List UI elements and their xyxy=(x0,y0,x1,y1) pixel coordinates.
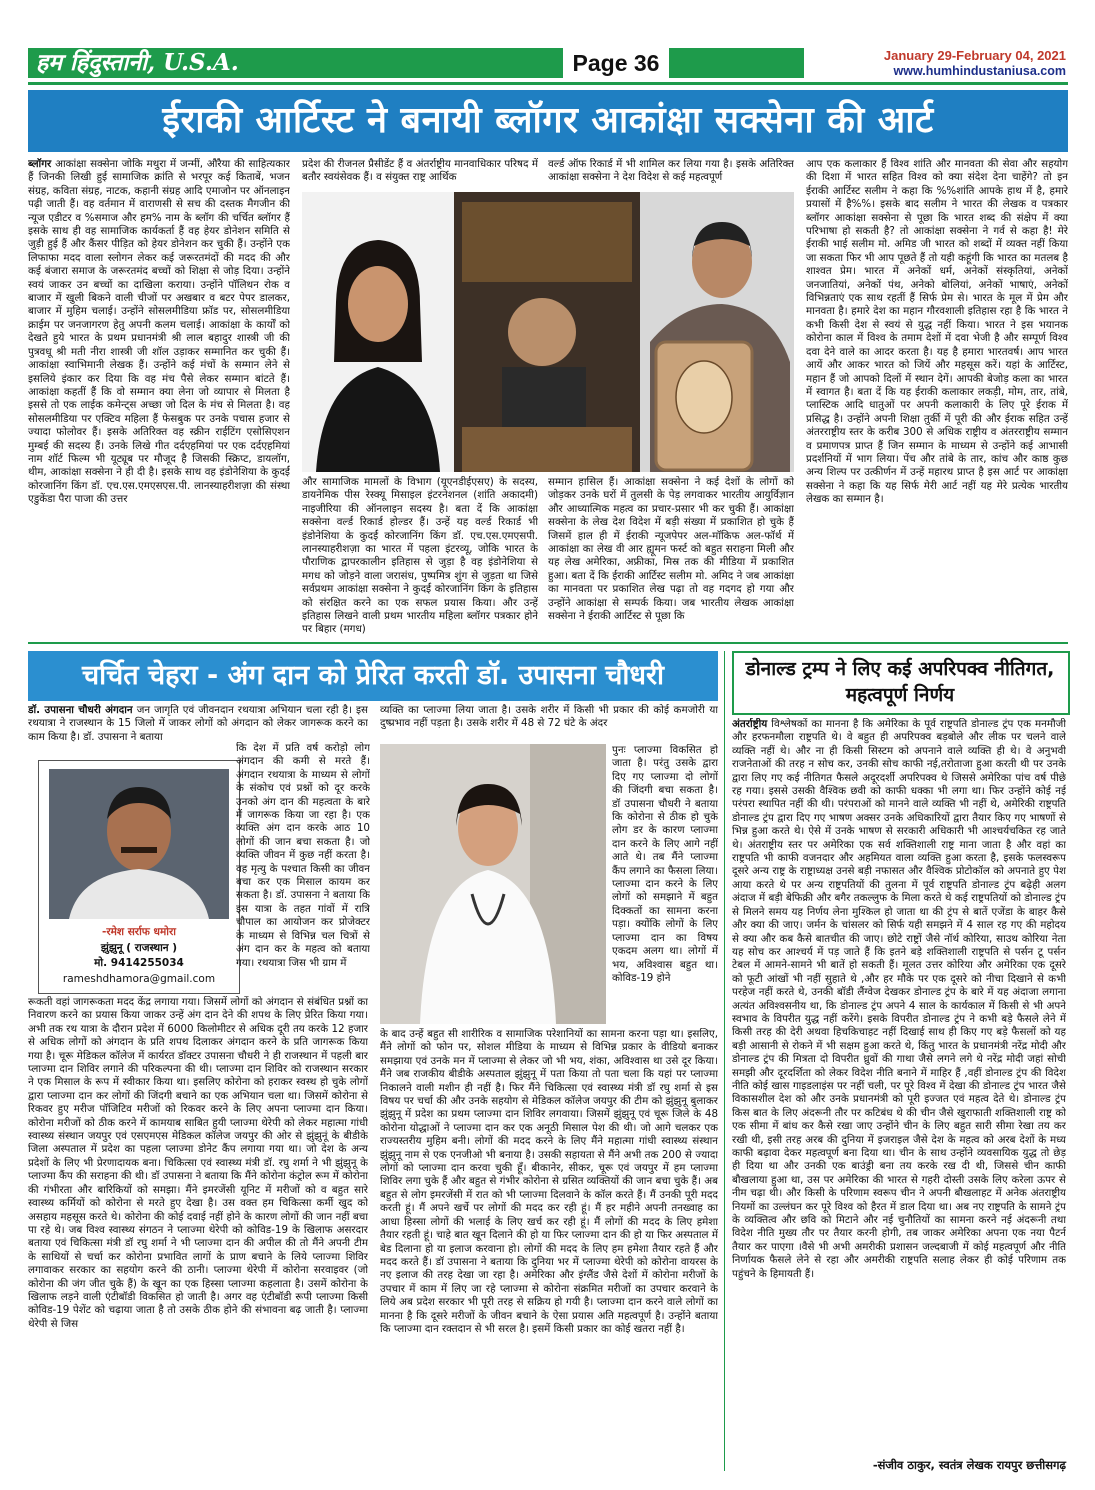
story3-signoff: -संजीव ठाकुर, स्वतंत्र लेखक रायपुर छत्तीसगढ़ xyxy=(872,1458,1066,1472)
website-url: www.humhindustaniusa.com xyxy=(893,64,1066,78)
story3-text: विश्लेषकों का मानना है कि अमेरिका के पूर्व राष्ट्रपति डोनाल्ड ट्रंप एक मनमौजी और हरफनमौला राष्ट्रपति थे। वे बहुत ही अपरिपक्व बड़बोले और लीक पर चलने वाले व्यक्ति नहीं थे। और ना ही किसी सिस्टम को अपनाने वाले व्यक्ति ही थे। वे अनुभवी राजनेताओं की तरह न सोच कर, उनकी सोच काफी नई,तरोताजा हुआ करती थी पर उनके द्वारा लिए गए कई नीतिगत फैसले अदूरदर्शी अपरिपक्व थे जिससे अमेरिका पांच वर्ष पीछे रह गया। इससे उसकी वैश्विक छवी को काफी धक्का भी लगा था। फिर उन्होंने कोई नई परंपरा स्थापित नहीं की थी। परंपराओं को मानने वाले व्यक्ति भी नहीं थे, अमेरिकी राष्ट्रपति डोनाल्ड ट्रंप द्वारा दिए गए भाषण अक्सर उनके अधिकारियों द्वारा तैयार किए गए भाषणों से भिन्न हुआ करते थे। ऐसे में उनके भाषण से सरकारी अधिकारी भी आश्चर्यचकित रह जाते थे। अंतराष्ट्रीय स्तर पर अमेरिका एक सर्व शक्तिशाली राष्ट्र माना जाता है और वहां का राष्ट्रपति भी काफी वजनदार और अहमियत वाला व्यक्ति हुआ करता है, इसके फलस्वरूप दूसरे अन्य राष्ट्र के राष्ट्राध्यक्ष उनसे बड़ी नफासत और वैश्विक प्रोटोकॉल को अपनाते हुए पेश आया करते थे पर अन्य राष्ट्रपतियों की तुलना में पूर्व राष्ट्रपति डोनाल्ड ट्रंप बढ़ेही अलग अंदाज में बड़ी बेफिक्री और बगैर तकल्लुफ के मिला करते थे कई राष्ट्रपतियों को डोनाल्ड ट्रंप से मिलने समय यह निर्णय लेना मुश्किल हो जाता था की ट्रंप से बातें एजेंडा के बाहर कैसे और क्या की जाए। जर्मन के चांसलर को सिर्फ यही समझने में 4 साल रह गए की महोदय से क्या और कब कैसे बातचीत की जाए। छोटे राष्ट्रों जैसे नॉर्थ कोरिया, साउथ कोरिया नेता यह सोच कर आश्चर्य में पड़ जाते हैं कि इतने बड़े शक्तिशाली राष्ट्रपति से पर्सन टू पर्सन टेबल में आमने-सामने भी बातें हो सकती हैं। मूलत उत्तर कोरिया और अमेरिका एक दूसरे को फूटी आंखों भी नहीं सुहाते थे ,और हर मौके पर एक दूसरे को नीचा दिखाने से कभी परहेज नहीं करते थे, उनकी बॉडी लैंग्वेज देखकर डोनाल्ड ट्रंप के बारे में यह अंदाजा लगाना अत्यंत अविश्वसनीय था, कि डोनाल्ड ट्रंप अपने 4 साल के कार्यकाल में किसी से भी अपने स्वभाव के विपरीत युद्ध नहीं करेंगे। इसके विपरीत डोनाल्ड ट्रंप ने कभी बड़े फैसले लेने में किसी तरह की देरी अथवा हिचकिचाहट नहीं दिखाई साथ ही किए गए बड़े फैसलों को यह बड़ी आसानी से रोकने में भी सक्षम हुआ करते थे, किंतु भारत के प्रधानमंत्री नरेंद्र मोदी और डोनाल्ड ट्रंप की मित्रता दो विपरीत ध्रुवों की गाथा जैसे लगने लगे थे नरेंद्र मोदी जहां सोची समझी और दूरदर्शिता को लेकर विदेश नीति बनाने में माहिर हैं ,वहीं डोनाल्ड ट्रंप की विदेश नीति कोई खास गाइडलाइंस पर नहीं चली, पर पूरे विश्व में देखा की डोनाल्ड ट्रंप भारत जैसे विकासशील देश को और उनके प्रधानमंत्री को पूरी इज्जत एवं महत्व देते थे। डोनाल्ड ट्रंप किस बात के लिए अंदरूनी तौर पर कटिबंध थे की चीन जैसे खुराफाती शक्तिशाली राष्ट्र को एक सीमा में बांध कर कैसे रखा जाए उन्होंने चीन के लिए बहुत सारी सीमा रेखा तय कर रखी थी, इसी तरह अरब की दुनिया में इजराइल जैसे देश के महत्व को अरब देशों के मध्य काफी बढ़ावा देकर महत्वपूर्ण बना दिया था। चीन के साथ उन्होंने व्यवसायिक युद्ध तो छेड़ ही दिया था और उनकी एक बाउंड्री बना तय करके रख दी थी, जिससे चीन काफी बौखलाया हुआ था, उस पर अमेरिका की भारत से गहरी दोस्ती उसके लिए करेला ऊपर से नीम चढ़ा थी। और किसी के परिणाम स्वरूप चीन ने अपनी बौखलाहट में अनेक अंतराष्ट्रीय नियमों का उल्लंघन कर पूरे विश्व को हैरत में डाल दिया था। अब नए राष्ट्रपति के सामने ट्रंप के व्यक्तित्व और छवि को मिटाने और नई चुनौतियों का सामना करने नई अंदरूनी तथा विदेश नीति मुख्य तौर पर तैयार करनी होगी, तब जाकर अमेरिका अपना एक नया पैटर्न तैयार कर पाएगा ।वैसे भी अभी अमरीकी प्रशासन जल्दबाजी में कोई महत्वपूर्ण और नीति निर्णायक फैसले लेने से रहा और अमरीकी राष्ट्रपति सलाह लेकर ही कोई परिणाम तक पहुंचने के हिमायती हैं। xyxy=(732,718,1066,1280)
story1-column-3-top: वर्ल्ड ऑफ रिकार्ड में भी शामिल कर लिया गया है। इसके अतिरिक्त आकांक्षा सक्सेना ने देश विदेश से कई महत्वपूर्ण xyxy=(548,158,794,184)
author-card xyxy=(38,760,240,994)
story2-headline: चर्चित चेहरा - अंग दान को प्रेरित करती डॉ. उपासना चौधरी xyxy=(28,651,718,701)
author-email: rameshdhamora@gmail.com xyxy=(62,973,216,985)
masthead-rule xyxy=(28,82,1068,85)
author-place: झुंझुनू ( राजस्थान ) xyxy=(100,942,178,954)
story2-col2-side: पुनः प्लाज्मा विकसित हो जाता है। परंतु उसके द्वारा दिए गए प्लाज्मा दो लोगों की जिंदगी बचा सकता है। डॉ उपासना चौधरी ने बताया कि कोरोना से ठीक हो चुके लोग डर के कारण प्लाज्मा दान करने के लिए आगे नहीं आते थे। तब मैंने प्लाज्मा कैंप लगाने का फैसला लिया। प्लाज्मा दान करने के लिए लोगों को समझाने में बहुत दिक्कतों का सामना करना पड़ा। क्योंकि लोगों के लिए प्लाज्मा दान का विषय एकदम अलग था। लोगों में भय, अविश्वास बहुत था। कोविड-19 होने xyxy=(612,744,718,984)
column-rule xyxy=(724,651,725,1471)
story1-column-2-bottom: और सामाजिक मामलों के विभाग (यूएनडीईएसए) के सदस्य, डायनेमिक पीस रेस्क्यू मिसाइल इंटरनेशनल (शांति अकादमी) नाइजीरिया की ऑनलाइन सदस्य है। बता दें कि आकांक्षा सक्सेना वर्ल्ड रिकार्ड होल्डर हैं। उन्हें यह वर्ल्ड रिकार्ड भी इंडोनेशिया के कुदर्ई कोरजानिंग किंग डॉ. एच.एस.एमएसपी. लानस्याहरीशज़ा का भारत में पहला इंटरव्यू, जोकि भारत के पौराणिक द्वापरकालीन इतिहास से जुड़ा है वह इंडोनेशिया से मगध को जोड़ने वाला जरासंध, पुष्पमित्र शुंग से जुड़ता था जिसे सर्वप्रथम आकांक्षा सक्सेना ने कुदर्ई कोरजानिंग किंग के इतिहास को संरक्षित करने का एक सफल प्रयास किया। और उन्हें इतिहास लिखने वाली प्रथम भारतीय महिला ब्लॉगर पत्रकार होने पर बिहार (मगध) xyxy=(302,476,538,636)
section-divider xyxy=(28,642,1068,644)
page-number: Page 36 xyxy=(572,50,660,76)
story1-headline: ईराकी आर्टिस्ट ने बनायी ब्लॉगर आकांक्षा सक्सेना की आर्ट xyxy=(28,90,1068,152)
author-photo-svg xyxy=(49,769,229,919)
issue-date: January 29-February 04, 2021 xyxy=(883,48,1066,63)
doctor-photo-svg xyxy=(380,744,606,1024)
author-photo xyxy=(49,769,229,919)
story1-col1-text: आकांक्षा सक्सेना जोकि मथुरा में जन्मीं, औरैया की साहित्यकार हैं जिनकी लिखी हुई सामाजिक क्रांति से भरपूर कई किताबें, भजन संग्रह, कविता संग्रह, नाटक, कहानी संग्रह आदि एमाजोन पर ऑनलाइन पढ़ी जाती हैं। वह वर्तमान में वाराणसी से सच की दस्तक मैगजीन की न्यूज एडीटर व %समाज और हम% नाम के ब्लॉग की चर्चित ब्लॉगर हैं इसके साथ ही वह सामाजिक कार्यकर्ता हैं वह हेयर डोनेशन समिति से जुड़ी हुई हैं और कैंसर पीड़ित को हेयर डोनेशन कर चुकी हैं। उन्होंने एक लिफाफा मदद वाला स्लोगन लेकर कई जरूरतमंदों की मदद की और कई बंजारा समाज के जरूरतमंद बच्चों को शिक्षा से जोड़ दिया। उन्होंने स्वयं जाकर उन बच्चों का दाखिला कराया। उन्होंने पॉलिथन रोक व बाजार में खुली बिकने वाली चीजों पर अखबार व बटर पेपर डालकर, बाजार में मुहिम चलाई। उन्होंने सोसलमीडिया फ्रॉड पर, सोसलमीडिया क्राईम पर जनजागरण हेतु अपनी कलम चलाई। आकांक्षा के कार्यों को देखते हुये भारत के प्रथम प्रधानमंत्री श्री लाल बहादुर शास्त्री जी की पुत्रवधू श्री मती नीरा शास्त्री जी शॉल उड़ाकर सम्मानित कर चुकी हैं। आकांक्षा स्वाभिमानी लेखक हैं। उन्होंने कई मंचों के सम्मान लेने से इसलिये इंकार कर दिया कि वह मंच पैसे लेकर सम्मान बांटते हैं। आकांक्षा कहतीं हैं कि वो सम्मान क्या लेना जो व्यापार से मिलता है इससे तो एक लाईक कमेन्ट्स अच्छा जो दिल के मंच से मिलता है। वह सोसलमीडिया पर एक्टिव महिला हैं फेसबुक पर उनके पचास हजार से ज्यादा फोलोवर हैं। इसके अतिरिक्त वह स्क्रीन राईटिंग एसोसिएशन मुम्बई की सदस्य हैं। उनके लिखे गीत दर्दएहमियां पर एक दर्दएहमियां नाम शॉर्ट फिल्म भी यूट्यूब पर मौजूद है जिसकी स्क्रिप्ट, डायलॉग, थीम, आकांक्षा सक्सेना ने ही दी है। इसके साथ वह इंडोनेशिया के कुदर्ई कोरजानिंग किंग डॉ. एच.एस.एमएसएस.पी. लानस्याहरीशज़ा की संस्था एडुकेंडा पैरा पाजा की उत्तर xyxy=(28,158,290,506)
story3-headline: डोनाल्ड ट्रम्प ने लिए कई अपरिपक्व नीतिगत, महत्वपूर्ण निर्णय xyxy=(745,658,1055,706)
masthead-bar-right xyxy=(669,48,804,78)
story1-lead: ब्लॉगर xyxy=(28,158,52,170)
story3-lead: अंतर्राष्ट्रीय xyxy=(732,718,768,730)
masthead-brand: हम हिंदुस्तानी, U.S.A. xyxy=(36,49,239,76)
story2-col1-top-text: जन जागृति एवं जीवनदान रथयात्रा अभियान चला रही है। इस रथयात्रा ने राजस्थान के 15 जिलो में जाकर लोगों को अंगदान को लेकर जागरूक करने का काम किया है। डॉ. उपासना ने बताया xyxy=(28,704,368,743)
story2-col2-top: व्यक्ति का प्लाज्मा लिया जाता है। उसके शरीर में किसी भी प्रकार की कोई कमजोरी या दुष्प्रभाव नहीं पड़ता है। उसके शरीर में 48 से 72 घंटे के अंदर xyxy=(380,704,718,730)
story1-photo-collage xyxy=(302,192,794,472)
story2-col1-bottom: रूकती वहां जागरूकता मदद केंद्र लगाया गया। जिसमें लोगों को अंगदान से संबंधित प्रश्नों का निवारण करने का प्रयास किया जाकर उन्हें अंग दान देने की शपथ के लिए प्रेरित किया गया। अभी तक रथ यात्रा के दौरान प्रदेश में 6000 किलोमीटर से अधिक दूरी तय करके 12 हजार से अधिक लोगों को अंगदान के प्रति शपथ दिलाकर अंगदान करने के प्रति जागरूक किया गया है। चूरू मेडिकल कॉलेज में कार्यरत डॉक्टर उपासना चौधरी ने ही राजस्थान में पहली बार प्लाज्मा दान शिविर लगाने की परिकल्पना की थी। प्लाज्मा दान शिविर को राजस्थान सरकार ने एक मिसाल के रूप में स्वीकार किया था। इसलिए कोरोना को हराकर स्वस्थ हो चुके लोगों द्वारा प्लाज्मा दान कर लोगों की जिंदगी बचाने का एक अभियान चला था। जिसमें कोरोना से रिकवर हुए मरीज पॉजिटिव मरीजों को रिकवर करने के लिए अपना प्लाज्मा दान किया। कोरोना मरीजों को ठीक करने में कामयाब साबित हुयी प्लाज्मा थेरेपी को लेकर महात्मा गांधी स्वास्थ्य संस्थान जयपुर एवं एसएमएस मेडिकल कॉलेज जयपुर की ओर से झुंझुनूं के बीडीके जिला अस्पताल में प्रदेश का पहला प्लाज्मा डोनेट कैंप लगाया गया था। जो देश के अन्य प्रदेशों के लिए भी प्रेरणादायक बना। चिकित्सा एवं स्वास्थ्य मंत्री डॉ. रघु शर्मा ने भी झुंझुनू के प्लाज्मा कैंप की सराहना की थी। डॉ उपासना ने बताया कि मैंने कोरोना कंट्रोल रूम में कोरोना की गंभीरता और बारिकियों को समझा। मैंने इमरजेंसी यूनिट में मरीजों को व बहुत सारे स्वास्थ्य कर्मियों को कोरोना से मरते हुए देखा है। उस वक्त हम चिकित्सा कर्मी खुद को असहाय महसूस करते थे। कोरोना की कोई दवाई नहीं होने के कारण लोगों की जान नहीं बचा पा रहे थे। जब विश्व स्वास्थ्य संगठन ने प्लाज्मा थेरेपी को कोविड-19 के खिलाफ असरदार बताया एवं चिकित्सा मंत्री डॉ रघु शर्मा ने भी प्लाज्मा दान की अपील की तो मैंने अपनी टीम के साथियों से चर्चा कर कोरोना प्रभावित लागों के प्राण बचाने के लिये प्लाज्मा शिविर लगावाकर सरकार का सहयोग करने की ठानी। प्लाज्मा थेरेपी में कोरोना सरवाइवर (जो कोरोना की जंग जीत चुके हैं) के खून का एक हिस्सा प्लाज्मा कहलाता है। उसमें कोरोना के खिलाफ लड़ने वाली एंटीबॉडी विकसित हो जाती है। अगर वह एंटीबॉडी रूपी प्लाज्मा किसी कोविड-19 पेशेंट को चढ़ाया जाता है तो उसके ठीक होने की संभावना बढ़ जाती है। प्लाज्मा थेरेपी से जिस xyxy=(28,996,368,1330)
story1-column-4: आप एक कलाकार हैं विश्व शांति और मानवता की सेवा और सहयोग की दिशा में भारत सहित विश्व को क्या संदेश देना चाहेंगे? तो इन ईराकी आर्टिस्ट सलीम ने कहा कि %%शांति आपके हाथ में है, हमारे प्रयासों में है%%। इसके बाद सलीम ने भारत की लेखक व पत्रकार ब्लॉगर आकांक्षा सक्सेना से पूछा कि भारत शब्द की संक्षेप में क्या परिभाषा हो सकती है? तो आकांक्षा सक्सेना ने गर्व से कहा है! मेरे ईराकी भाई सलीम मो. अमिड जी भारत को शब्दों में व्यक्त नहीं किया जा सकता फिर भी आप पूछते हैं तो यही कहूंगी कि भारत का मतलब है शाश्वत प्रेम। भारत में अनेकों धर्म, अनेकों संस्कृतियां, अनेकों जनजातियां, अनेकों पंथ, अनेको बोलियां, अनेकों भाषाएं, अनेकों विभिन्नताएं एक साथ रहतीं हैं सिर्फ प्रेम से। भारत के मूल में प्रेम और मानवता है। हमारे देश का महान गौरवशाली इतिहास रहा है कि भारत ने कभी किसी देश से स्वयं से युद्ध नहीं किया। भारत ने इस भयानक कोरोना काल में विश्व के तमाम देशों में दवा भेजी है और सम्पूर्ण विश्व दवा देने वाले का आदर करता है। यह है हमारा भारतवर्ष। आप भारत आयें और आकर भारत को जियें और महसूस करें। यहां के आर्टिस्ट, महान हैं जो आपको दिलों में स्थान देगें। आपकी बेजोड़ कला का भारत में स्वागत है। बता दें कि यह ईराकी कलाकार लकड़ी, मोम, तार, तांबे, प्लास्टिक आदि धातुओं पर अपनी कलाकारी के लिए पूरे ईराक में प्रसिद्ध है। उन्होंने अपनी शिक्षा तुर्की में पूरी की और ईराक सहित उन्हें अंतरराष्ट्रीय स्तर के करीब 300 से अधिक राष्ट्रीय व अंतरराष्ट्रीय सम्मान व प्रमाणपत्र प्राप्त हैं जिन सम्मान के माध्यम से उन्होंने कई आभासी प्रदर्शनियों में भाग लिया। पेंच और तांबे के तार, कांच और काष्ठ कुछ अन्य शिल्प पर उत्कीर्णन में उन्हें महारथ प्राप्त है इस आर्ट पर आकांक्षा सक्सेना ने कहा कि यह सिर्फ मेरी आर्ट नहीं यह मेरे प्रत्येक भारतीय लेखक का सम्मान है। xyxy=(806,158,1068,506)
story3-body xyxy=(732,718,1066,1454)
author-name: -रमेश सर्राफ धमोरा xyxy=(101,926,177,938)
author-phone: मो. 9414255034 xyxy=(94,957,184,969)
story2-col2-bottom: के बाद उन्हें बहुत सी शारीरिक व सामाजिक परेशानियों का सामना करना पड़ा था। इसलिए, मैंने लोगों को फोन पर, सोशल मीडिया के माध्यम से विभिन्न प्रकार के वीडियो बनाकर समझाया एवं उनके मन में प्लाज्मा से लेकर जो भी भय, शंका, अविश्वास था उसे दूर किया। मैंने जब राजकीय बीडीके अस्पताल झुंझुनू में पता किया तो पता चला कि यहां पर प्लाज्मा निकालने वाली मशीन ही नहीं है। फिर मैंने चिकित्सा एवं स्वास्थ्य मंत्री डॉ रघु शर्मा से इस विषय पर चर्चा की और उनके सहयोग से मेडिकल कॉलेज जयपुर की टीम को झुंझुनू बुलाकर झुंझुनू में प्रदेश का प्रथम प्लाज्मा दान शिविर लगवाया। जिसमें झुंझुनू एवं चूरू जिले के 48 कोरोना योद्धाओं ने प्लाज्मा दान कर एक अनूठी मिसाल पेश की थी। जो आगे चलकर एक राज्यस्तरीय मुहिम बनी। लोगों की मदद करने के लिए मैंने महात्मा गांधी स्वास्थ्य संस्थान झुंझुनू नाम से एक एनजीओ भी बनाया है। उसकी सहायता से मैंने अभी तक 200 से ज्यादा लोगों को प्लाज्मा दान करवा चुकी हूँ। बीकानेर, सीकर, चूरू एवं जयपुर में हम प्लाज्मा शिविर लगा चुके हैं और बहुत से गंभीर कोरोना से ग्रसित व्यक्तियों की जान बचा चुके हैं। अब बहुत से लोग इमरजेंसी में रात को भी प्लाज्मा दिलवाने के कॉल करते हैं। मैं उनकी पूरी मदद करती हूं। मैं अपने खर्चे पर लोगों की मदद कर रही हूं। मैं हर महीने अपनी तनख्वाह का आधा हिस्सा लोगों की भलाई के लिए खर्च कर रही हूं। मैं लोगों की मदद के लिए हमेशा तैयार रहती हूं। चाहे बात खून दिलाने की हो या फिर प्लाज्मा दान की हो या फिर अस्पताल में बेड दिलाना हो या इलाज करवाना हो। लोगों की मदद के लिए हम हमेशा तैयार रहते हैं और मदद करते हैं। डॉ उपासना ने बताया कि दुनिया भर में प्लाज्मा थेरेपी को कोरोना वायरस के नए इलाज की तरह देखा जा रहा है। अमेरिका और इंग्लैंड जैसे देशों में कोरोना मरीजों के उपचार में काम में लिए जा रहे प्लाज्मा से कोरोना संक्रमित मरीजों का उपचार करवाने के लिये अब प्रदेश सरकार भी पूरी तरह से सक्रिय हो गयी है। प्लाज्मा दान करने वाले लोगों का मानना है कि दूसरे मरीजों के जीवन बचाने के ऐसा प्रयास अति महत्वपूर्ण है। उन्होंने बताया कि प्लाज्मा दान रक्तदान से भी सरल है। इसमें किसी प्रकार का कोई खतरा नहीं है। xyxy=(380,1028,718,1335)
artist-face-workshop xyxy=(508,298,576,366)
photo-collage-svg xyxy=(302,192,794,472)
story1-column-2-top: प्रदेश की रीजनल प्रैसीडेंट हैं व अंतर्राष्ट्रीय मानवाधिकार परिषद में बतौर स्वयंसेवक हैं। व संयुक्त राष्ट्र आर्थिक xyxy=(302,158,538,184)
doctor-photo xyxy=(380,744,606,1024)
story2-lead: डॉ. उपासना चौधरी अंगदान xyxy=(28,704,133,716)
story2-col1-side: कि देश में प्रति वर्ष करोड़ो लोग अंगदान की कमी से मरते हैं। अंगदान रथयात्रा के माध्यम से लोगों के संकोच एवं प्रश्नों को दूर करके उनको अंग दान की महत्वता के बारे में जागरूक किया जा रहा है। एक व्यक्ति अंग दान करके आठ 10 लोगों की जान बचा सकता है। जो व्यक्ति जीवन में कुछ नहीं करता है। वह मृत्यु के पश्चात किसी का जीवन बचा कर एक मिसाल कायम कर सकता है। डॉ. उपासना ने बताया कि इस यात्रा के तहत गांवों में रात्रि चौपाल का आयोजन कर प्रोजेक्टर के माध्यम से विभिन्न चल चित्रों से अंग दान कर के महत्व को बताया गया। रथयात्रा जिस भी ग्राम में xyxy=(236,742,370,969)
story1-column-1 xyxy=(28,158,290,636)
story1-column-3-bottom: सम्मान हासिल हैं। आकांक्षा सक्सेना ने कई देशों के लोगों को जोड़कर उनके घरों में तुलसी के पेड़ लगवाकर भारतीय आयुर्विज्ञान और आध्यात्मिक महत्व का प्रचार-प्रसार भी कर चुकी हैं। आकांक्षा सक्सेना के लेख देश विदेश में बड़ी संख्या में प्रकाशित हो चुके हैं जिसमें हाल ही में ईराकी न्यूजपेपर अल-मॉकिफ अल-फॉर्थ में आकांक्षा का लेख वी आर ह्यूमन फर्स्ट को बहुत सराहना मिली और यह लेख अमेरिका, अफ्रीका, मिस्र तक की मीडिया में प्रकाशित हुआ। बता दें कि ईराकी आर्टिस्ट सलीम मो. अमिद ने जब आकांक्षा का मानवता पर प्रकाशित लेख पढ़ा तो वह गदगद हो गया और उन्होंने आकांक्षा से सम्पर्क किया। जब भारतीय लेखक आकांक्षा सक्सेना ने ईराकी आर्टिस्ट से पूछा कि xyxy=(548,476,794,623)
